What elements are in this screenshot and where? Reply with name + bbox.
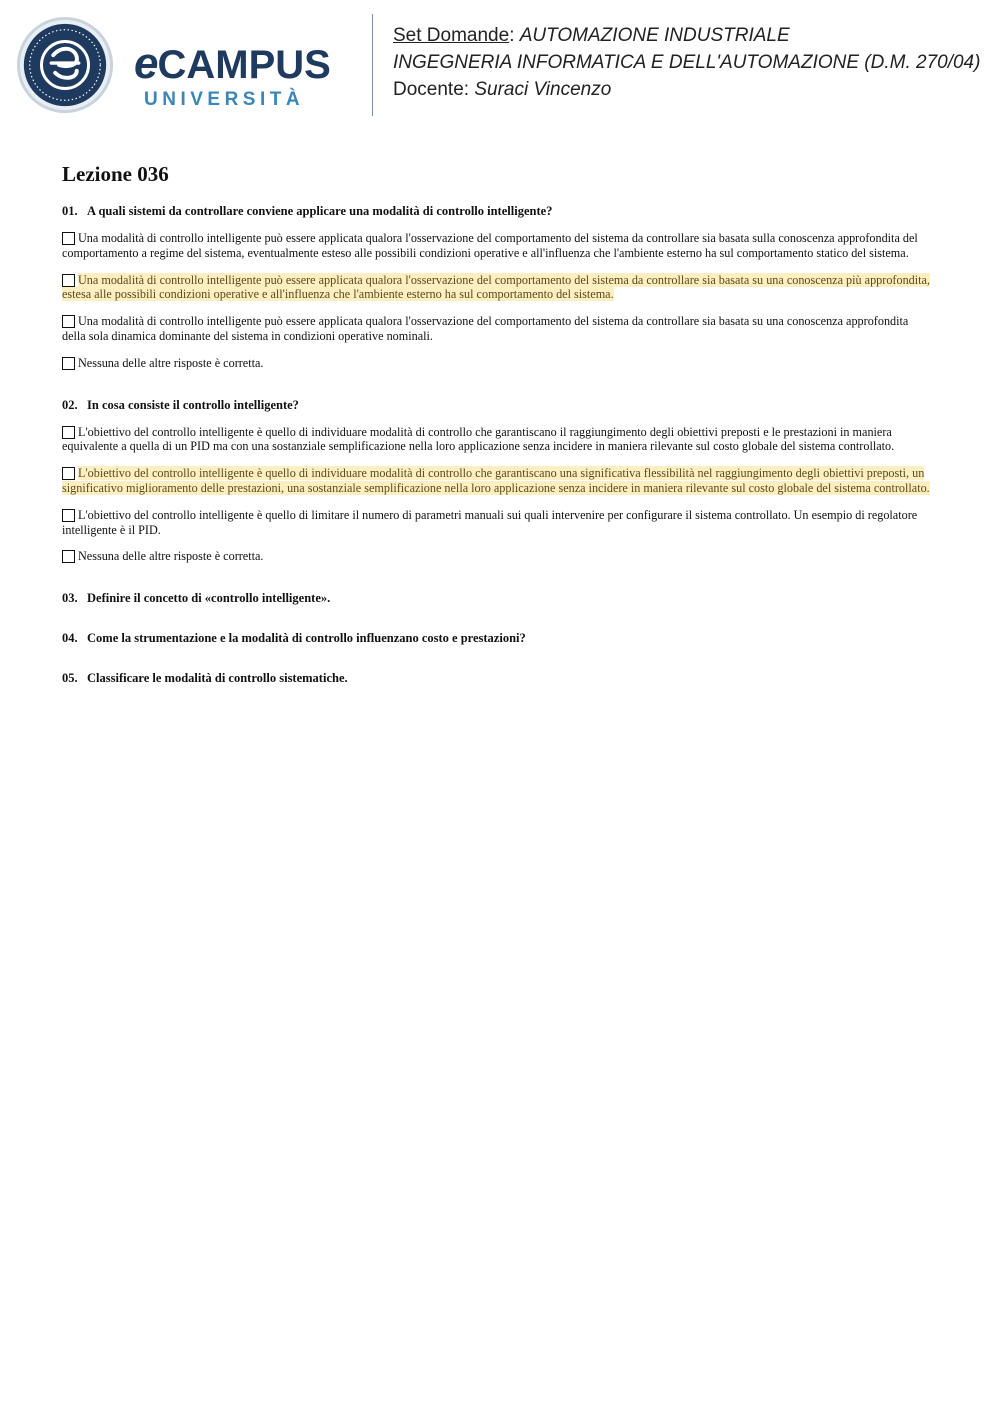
set-separator: : [509,25,520,46]
question-text: A quali sistemi da controllare conviene applicare una modalità di controllo intelligente? [87,204,553,218]
answer-option [62,425,934,455]
page-header [0,0,1000,130]
answer-checkbox[interactable] [62,550,75,563]
answer-checkbox[interactable] [62,426,75,439]
header-divider [372,14,373,116]
question-text: Definire il concetto di «controllo intelligente». [87,591,331,606]
answer-checkbox[interactable] [62,315,75,328]
set-label: Set Domande [393,25,510,46]
degree-name: INGEGNERIA INFORMATICA E DELL'AUTOMAZIONE (D.M. 270/04) [393,52,981,73]
question-text: Classificare le modalità di controllo sistematiche. [87,671,348,686]
question-number: 04. [62,631,78,646]
answer-option [62,549,934,564]
answer-text: Una modalità di controllo intelligente può essere applicata qualora l'osservazione del comportamento del sistema da controllare sia basata sulla conoscenza approfondita del comportamento a regime del sistema, eventualmente esteso alle possibili condizioni operative e all'influenza che l'ambiente esterno ha sul comportamento statico del sistema. [62,231,918,260]
question-title [62,670,934,686]
university-seal-logo [16,16,114,114]
question-number: 05. [62,671,78,686]
answer-option [62,231,934,261]
question-title [62,630,934,646]
answer-checkbox[interactable] [62,357,75,370]
question-number: 02. [62,397,78,412]
question-title [62,590,934,606]
lesson-title: Lezione 036 [62,162,169,186]
answer-checkbox[interactable] [62,274,75,287]
answer-option [62,356,934,371]
answer-checkbox[interactable] [62,232,75,245]
teacher-line [393,76,980,103]
answer-option-highlighted [62,273,934,303]
question-number: 01. [62,204,78,218]
course-name: AUTOMAZIONE INDUSTRIALE [519,25,790,46]
teacher-name: Suraci Vincenzo [474,79,612,100]
answer-option-highlighted [62,466,934,496]
brand-rest: CAMPUS [157,43,331,87]
course-line [393,22,980,49]
answer-text: L'obiettivo del controllo intelligente è quello di individuare modalità di controllo che garantiscano il raggiungimento degli obiettivi preposti e le prestazioni in maniera equivalente a quella di un PID ma con una sostanziale semplificazione nella loro applicazione senza incidere in maniera rilevante sul costo globale del sistema controllato. [62,424,895,454]
degree-line [393,49,980,76]
answer-text: L'obiettivo del controllo intelligente è quello di individuare modalità di controllo che garantiscano una significativa flessibilità nel raggiungimento degli obiettivi preposti, un significativo miglioramento delle prestazioni, una sostanziale semplificazione nella loro applicazione senza incidere in maniera rilevante sul costo globale del sistema controllato. [62,466,930,495]
answer-text: L'obiettivo del controllo intelligente è quello di limitare il numero di parametri manuali sui quali intervenire per configurare il sistema controllato. Un esempio di regolatore intelligente è il PID. [62,507,918,537]
answer-option [62,314,934,344]
brand-name [134,39,356,88]
teacher-label: Docente: [393,79,475,100]
answer-text: Nessuna delle altre risposte è corretta. [78,355,264,370]
brand-subtitle: UNIVERSITÀ [144,89,305,110]
question-text: Come la strumentazione e la modalità di controllo influenzano costo e prestazioni? [87,631,526,646]
header-info [393,22,980,103]
question-number: 03. [62,591,78,606]
brand-e: e [134,39,158,88]
answer-text: Una modalità di controllo intelligente può essere applicata qualora l'osservazione del comportamento del sistema da controllare sia basata su una conoscenza più approfondita, estesa alle possibili condizioni operative e all'influenza che l'ambiente esterno ha sul comportamento del sistema. [62,272,930,302]
answer-checkbox[interactable] [62,509,75,522]
question-title [62,203,934,219]
brand-wordmark [134,39,356,114]
answer-text: Nessuna delle altre risposte è corretta. [78,549,264,564]
answer-text: Una modalità di controllo intelligente può essere applicata qualora l'osservazione del comportamento del sistema da controllare sia basata su una conoscenza approfondita della sola dinamica dominante del sistema in condizioni operative nominali. [62,314,909,343]
question-title [62,397,934,413]
question-text: In cosa consiste il controllo intelligente? [87,397,299,412]
answer-option [62,508,934,538]
question-set [62,160,934,710]
answer-checkbox[interactable] [62,467,75,480]
